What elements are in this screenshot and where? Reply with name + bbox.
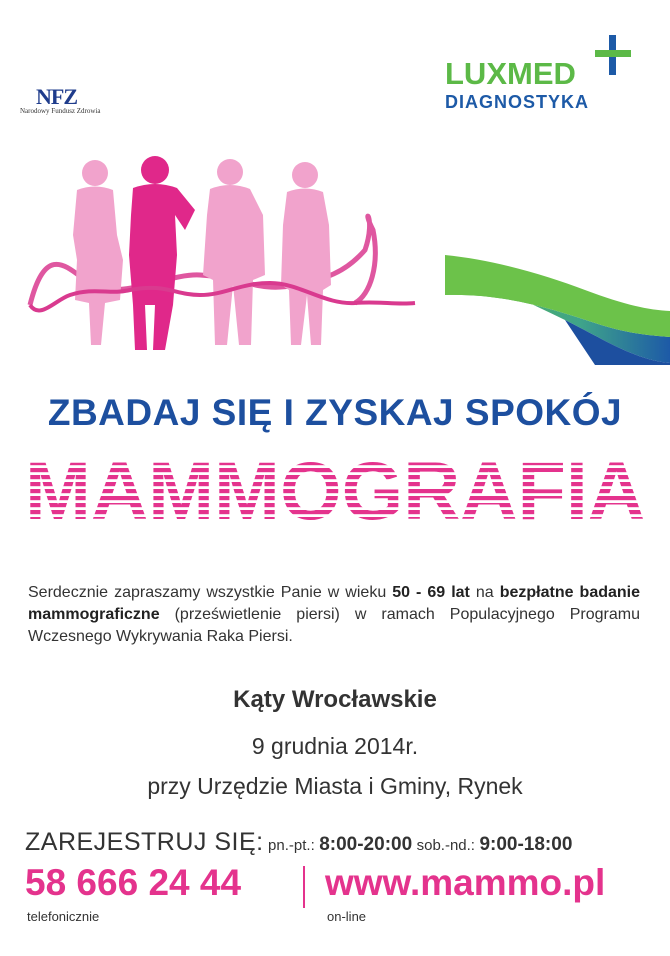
weekend-label: sob.-nd.: <box>416 837 475 854</box>
women-silhouettes-illustration <box>25 155 420 355</box>
website-link[interactable]: www.mammo.pl <box>325 862 606 903</box>
contact-divider <box>303 866 305 908</box>
nfz-logo-caption: Narodowy Fundusz Zdrowia <box>20 107 101 115</box>
nfz-logo <box>20 84 130 124</box>
medical-cross-icon <box>595 30 635 80</box>
event-venue: przy Urzędzie Miasta i Gminy, Rynek <box>147 773 523 799</box>
woman-figure-2 <box>129 156 195 350</box>
weekday-hours: 8:00-20:00 <box>319 834 413 855</box>
luxmed-subtitle: DIAGNOSTYKA <box>445 92 590 112</box>
weekend-hours: 9:00-18:00 <box>479 834 573 855</box>
woman-figure-3 <box>203 159 265 345</box>
woman-figure-4 <box>281 162 331 345</box>
intro-paragraph <box>28 582 640 648</box>
event-city: Kąty Wrocławskie <box>233 686 437 713</box>
exam-name: bezpłatne badanie mammograficzne <box>28 584 641 623</box>
event-date: 9 grudnia 2014r. <box>251 733 419 759</box>
register-label: ZAREJESTRUJ SIĘ: <box>25 828 264 856</box>
luxmed-name: LUXMED <box>445 56 576 91</box>
phone-caption: telefonicznie <box>27 909 100 924</box>
decorative-wave-graphic <box>445 255 670 365</box>
intro-text-1: Serdecznie zapraszamy wszystkie Panie w wieku <box>28 584 393 601</box>
title-mammografia <box>20 447 650 527</box>
intro-text-3: (prześwietlenie piersi) w ramach Populacyjnego Programu Wczesnego Wykrywania Raka Piersi. <box>28 606 640 645</box>
phone-number[interactable]: 58 666 24 44 <box>25 862 242 903</box>
intro-text-2: na <box>469 584 500 601</box>
age-range: 50 - 69 lat <box>392 584 470 601</box>
headline: ZBADAJ SIĘ I ZYSKAJ SPOKÓJ <box>47 392 623 433</box>
registration-hours <box>25 828 655 858</box>
nfz-logo-mark: NFZ <box>36 84 77 109</box>
woman-figure-1 <box>73 160 123 345</box>
weekday-label: pn.-pt.: <box>268 837 315 854</box>
website-caption: on-line <box>327 909 367 924</box>
title-text: MAMMOGRAFIA <box>25 447 645 527</box>
luxmed-logo <box>440 30 650 120</box>
